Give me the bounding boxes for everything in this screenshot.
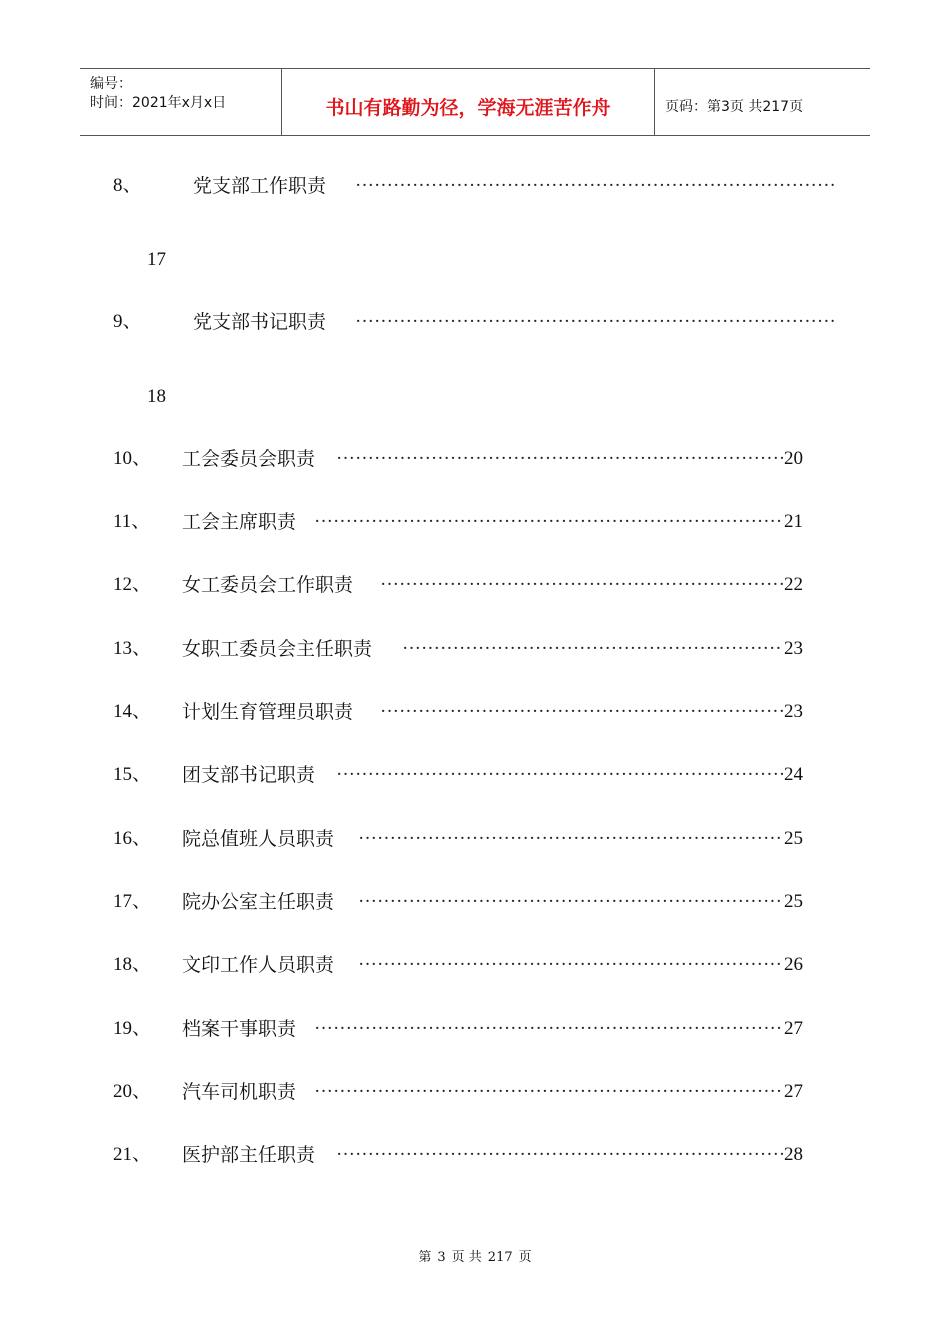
toc-entry-number: 15、 [113,764,152,785]
page-footer [0,1246,950,1265]
toc-entry-title: 文印工作人员职责 [182,954,335,976]
toc-leader-dots [314,1077,783,1107]
toc-entry-page: 28 [784,1144,803,1165]
toc-entry-number: 21、 [113,1144,152,1165]
toc-entry-8-page-line [0,245,950,275]
header-middle-cell [282,69,655,135]
toc-entry-18 [0,950,950,980]
toc-entry-page: 26 [784,954,803,975]
toc-entry-page: 18 [147,386,166,407]
footer-total-pages: 217 [487,1250,513,1265]
toc-entry-number: 12、 [113,574,152,595]
header-page-info: 页码：第3页 共217页 [665,99,804,115]
toc-entry-15 [0,760,950,790]
toc-entry-17 [0,887,950,917]
toc-entry-title: 党支部工作职责 [193,175,327,197]
toc-entry-number: 16、 [113,828,152,849]
toc-entry-page: 22 [784,574,803,595]
toc-entry-8 [0,171,950,201]
toc-leader-dots [402,634,783,664]
toc-entry-number: 9、 [113,311,142,332]
toc-leader-dots [314,1014,783,1044]
toc-leader-dots [336,1140,783,1170]
toc-leader-dots [355,307,837,337]
toc-entry-page: 20 [784,448,803,469]
toc-entry-page: 23 [784,638,803,659]
toc-entry-9 [0,307,950,337]
toc-entry-page: 27 [784,1018,803,1039]
toc-entry-number: 20、 [113,1081,152,1102]
toc-entry-number: 8、 [113,175,142,196]
toc-entry-title: 女职工委员会主任职责 [182,638,373,660]
footer-mid: 页 共 [451,1250,482,1265]
toc-entry-page: 25 [784,891,803,912]
toc-entry-number: 11、 [113,511,151,532]
toc-entry-10 [0,444,950,474]
toc-entry-16 [0,824,950,854]
toc-entry-page: 24 [784,764,803,785]
document-time-label: 时间：2021年x月x日 [90,95,227,111]
toc-entry-9-page-line [0,382,950,412]
toc-entry-page: 25 [784,828,803,849]
toc-entry-page: 23 [784,701,803,722]
header-right-cell [655,69,870,135]
toc-entry-title: 汽车司机职责 [182,1081,297,1103]
toc-leader-dots [336,444,783,474]
toc-entry-20 [0,1077,950,1107]
header-motto: 书山有路勤为径，学海无涯苦作舟 [325,97,611,119]
toc-entry-title: 女工委员会工作职责 [182,574,354,596]
toc-leader-dots [358,950,783,980]
toc-entry-number: 14、 [113,701,152,722]
toc-entry-title: 院总值班人员职责 [182,828,335,850]
toc-entry-title: 院办公室主任职责 [182,891,335,913]
toc-entry-13 [0,634,950,664]
toc-entry-number: 13、 [113,638,152,659]
toc-entry-21 [0,1140,950,1170]
toc-entry-12 [0,570,950,600]
toc-leader-dots [336,760,783,790]
footer-prefix: 第 [418,1250,432,1265]
page-header [80,68,870,136]
toc-entry-page: 17 [147,249,166,270]
toc-entry-11 [0,507,950,537]
footer-current-page: 3 [437,1250,446,1265]
footer-suffix: 页 [518,1250,532,1265]
toc-leader-dots [380,697,783,727]
toc-entry-number: 17、 [113,891,152,912]
toc-entry-title: 医护部主任职责 [182,1144,316,1166]
toc-leader-dots [314,507,783,537]
toc-entry-title: 工会委员会职责 [182,448,316,470]
toc-entry-title: 计划生育管理员职责 [182,701,354,723]
toc-entry-number: 18、 [113,954,152,975]
header-left-cell [80,69,282,135]
document-number-label: 编号： [90,76,132,92]
toc-entry-number: 10、 [113,448,152,469]
toc-leader-dots [358,887,783,917]
toc-entry-title: 团支部书记职责 [182,764,316,786]
toc-leader-dots [355,171,837,201]
toc-leader-dots [380,570,783,600]
toc-entry-19 [0,1014,950,1044]
toc-entry-number: 19、 [113,1018,152,1039]
toc-leader-dots [358,824,783,854]
toc-entry-title: 工会主席职责 [182,511,297,533]
toc-entry-page: 27 [784,1081,803,1102]
toc-entry-page: 21 [784,511,803,532]
toc-entry-title: 党支部书记职责 [193,311,327,333]
toc-entry-14 [0,697,950,727]
toc-entry-title: 档案干事职责 [182,1018,297,1040]
